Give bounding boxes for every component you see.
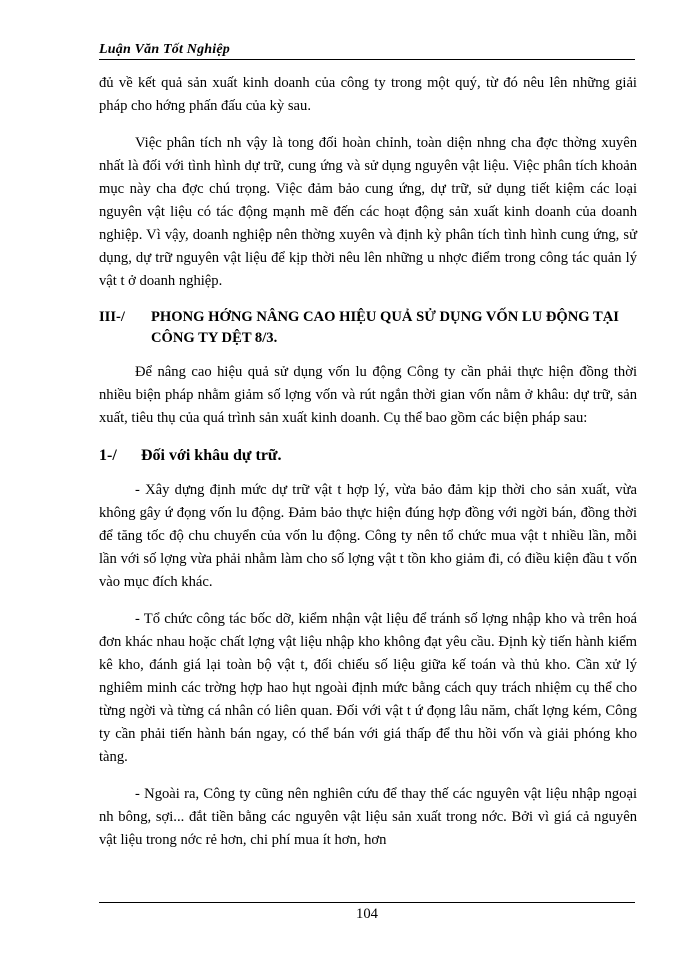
body-paragraph: đủ về kết quả sản xuất kinh doanh của công ty trong một quý, từ đó nêu lên những giải pháp cho hớng phấn đấu của kỳ sau. <box>99 75 637 114</box>
bullet-paragraph: - Ngoài ra, Công ty cũng nên nghiên cứu để thay thế các nguyên vật liệu nhập ngoại nh bông, sợi... đắt tiền bằng các nguyên vật liệu sản xuất trong nớc. Bởi vì giá cả nguyên vật liệu trong nớc rẻ hơn, chi phí mua ít hơn, hơn <box>99 786 637 848</box>
document-body <box>99 72 637 852</box>
page-footer <box>99 902 635 924</box>
page-number: 104 <box>356 906 378 922</box>
body-paragraph: Việc phân tích nh vậy là tong đối hoàn chỉnh, toàn diện nhng cha đợc thờng xuyên nhất là đối với tình hình dự trữ, cung ứng và sử dụng nguyên vật liệu. Việc phân tích khoản mục này cha đợc chú trọng. Việc đảm bảo cung ứng, dự trữ, sử dụng tiết kiệm các loại nguyên vật liệu có tác động mạnh mẽ đến các hoạt động sản xuất kinh doanh của doanh nghiệp. Vì vậy, doanh nghiệp nên thờng xuyên và định kỳ phân tích tình hình cung ứng, sử dụng, dự trữ nguyên vật liệu để kịp thời nêu lên những u nhợc điểm trong công tác quản lý vật t ở doanh nghiệp. <box>99 135 637 289</box>
body-paragraph: Để nâng cao hiệu quả sử dụng vốn lu động Công ty cần phải thực hiện đồng thời nhiều biện pháp nhằm giảm số lợng vốn và rút ngắn thời gian vốn nằm ở khâu: dự trữ, sản xuất, tiêu thụ của quá trình sản xuất kinh doanh. Cụ thể bao gồm các biện pháp sau: <box>99 364 637 426</box>
section-heading <box>99 307 637 349</box>
subsection-number: 1-/ <box>99 447 117 464</box>
section-title: PHONG HỚNG NÂNG CAO HIỆU QUẢ SỬ DỤNG VỐN LU ĐỘNG TẠI CÔNG TY DỆT 8/3. <box>151 309 619 346</box>
subsection-heading <box>99 445 637 467</box>
bullet-paragraph: - Xây dựng định mức dự trữ vật t hợp lý, vừa bảo đảm kịp thời cho sản xuất, vừa không gây ứ đọng vốn lu động. Đảm bảo thực hiện đúng hợp đồng với ngời bán, đồng thời để tăng tốc độ chu chuyển của vốn lu động. Công ty nên tổ chức mua vật t nhiều lần, mỗi lần với số lợng vừa phải nhằm làm cho số lợng vật t tồn kho giảm đi, có điều kiện đầu t vốn vào mục đích khác. <box>99 482 637 590</box>
page-header <box>99 42 635 60</box>
header-title: Luận Văn Tốt Nghiệp <box>99 42 230 57</box>
bullet-paragraph: - Tổ chức công tác bốc dỡ, kiểm nhận vật liệu để tránh số lợng nhập kho và trên hoá đơn khác nhau hoặc chất lợng vật liệu nhập kho không đạt yêu cầu. Định kỳ tiến hành kiểm kê kho, đánh giá lại toàn bộ vật t, đối chiếu số liệu giữa kế toán và thủ kho. Cần xử lý nghiêm minh các trờng hợp hao hụt ngoài định mức bằng cách quy trách nhiệm cụ thể cho từng ngời và từng cá nhân có liên quan. Đối với vật t ứ đọng lâu năm, chất lợng kém, Công ty cần phải tiến hành bán ngay, có thể bán với giá thấp để thu hồi vốn và giải phóng kho tàng. <box>99 611 637 765</box>
subsection-title: Đối với khâu dự trữ. <box>141 447 282 464</box>
section-number: III-/ <box>99 309 125 325</box>
